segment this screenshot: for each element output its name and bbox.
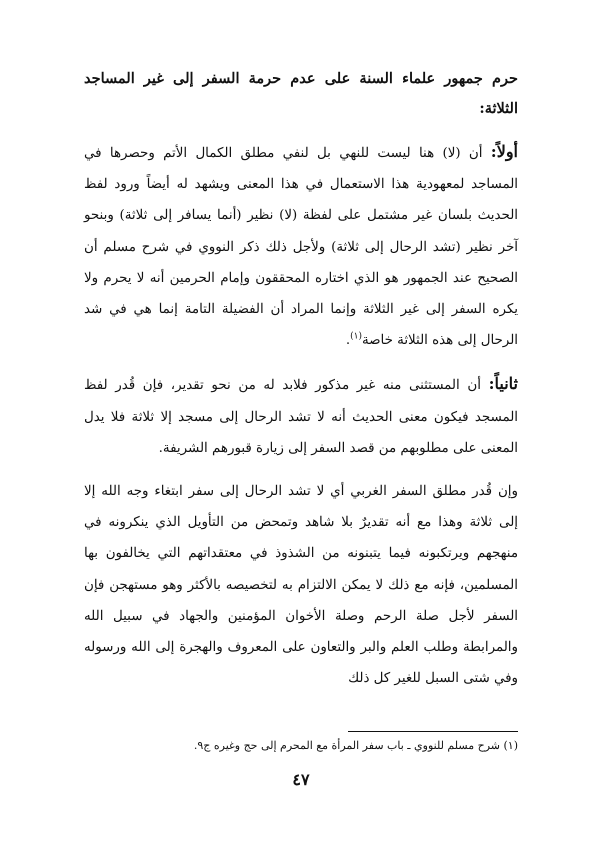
page-body: [84, 64, 518, 706]
section-heading: حرم جمهور علماء السنة على عدم حرمة السفر إلى غير المساجد الثلاثة:: [84, 70, 518, 117]
paragraph-second-text: أن المستثنى منه غير مذكور فلابد له من نحو تقدير، فإن قُدر لفظ المسجد فيكون معنى الحديث أنه لا تشد الرحال إلى مسجد إلا ثلاثة فلا يدل المعنى على مطلوبهم من قصد السفر إلى زيارة قبورهم الشريفة.: [84, 378, 518, 456]
footnote: (١) شرح مسلم للنووي ـ باب سفر المرأة مع المحرم إلى حج وغيره ج٩.: [193, 739, 518, 752]
point-label-first: أولاً:: [490, 142, 518, 161]
paragraph-first-end: .: [345, 333, 351, 349]
paragraph-first-text: أن (لا) هنا ليست للنهي بل لنفي مطلق الكمال الأتم وحصرها في المساجد لمعهودية هذا الاستعمال في هذا المعنى ويشهد له أيضاً ورود لفظ الحديث بلسان غير مشتمل على لفظة (لا) نظير (أنما يسافر إلى ثلاثة) وبنحو آخر نظير (تشد الرحال إلى ثلاثة) ولأجل ذلك ذكر النووي في شرح مسلم أن الصحيح عند الجمهور هو الذي اختاره المحققون وإمام الحرمين أنه لا يحرم ولا يكره السفر إلى غير الثلاثة وإنما المراد أن الفضيلة التامة إنما هي في شد الرحال إلى هذه الثلاثة خاصة: [84, 146, 518, 349]
page-number: ٤٧: [292, 770, 310, 789]
paragraph-second-point: [84, 368, 518, 464]
paragraph-third: وإن قُدر مطلق السفر الغربي أي لا تشد الرحال إلى سفر ابتغاء وجه الله إلا إلى ثلاثة وهذا مع أنه تقديرٌ بلا شاهد وتمحض من التأويل الذي ينكرونه في منهجهم ويرتكبونه فيما يتبنونه من الشذوذ في معتقداتهم التي يخالفون بها المسلمين، فإنه مع ذلك لا يمكن الالتزام به لتخصيصه بالأكثر وهو مستهجن فإن السفر لأجل صلة الرحم وصلة الأخوان المؤمنين والجهاد في سبيل الله والمرابطة وطلب العلم والبر والتعاون على المعروف والهجرة إلى الله ورسوله وفي شتى السبل للغير كل ذلك: [84, 484, 518, 687]
footnote-separator: [348, 731, 518, 732]
point-label-second: ثانياً:: [488, 374, 518, 394]
footnote-reference[interactable]: (١): [350, 331, 362, 342]
paragraph-first-point: [84, 136, 518, 356]
